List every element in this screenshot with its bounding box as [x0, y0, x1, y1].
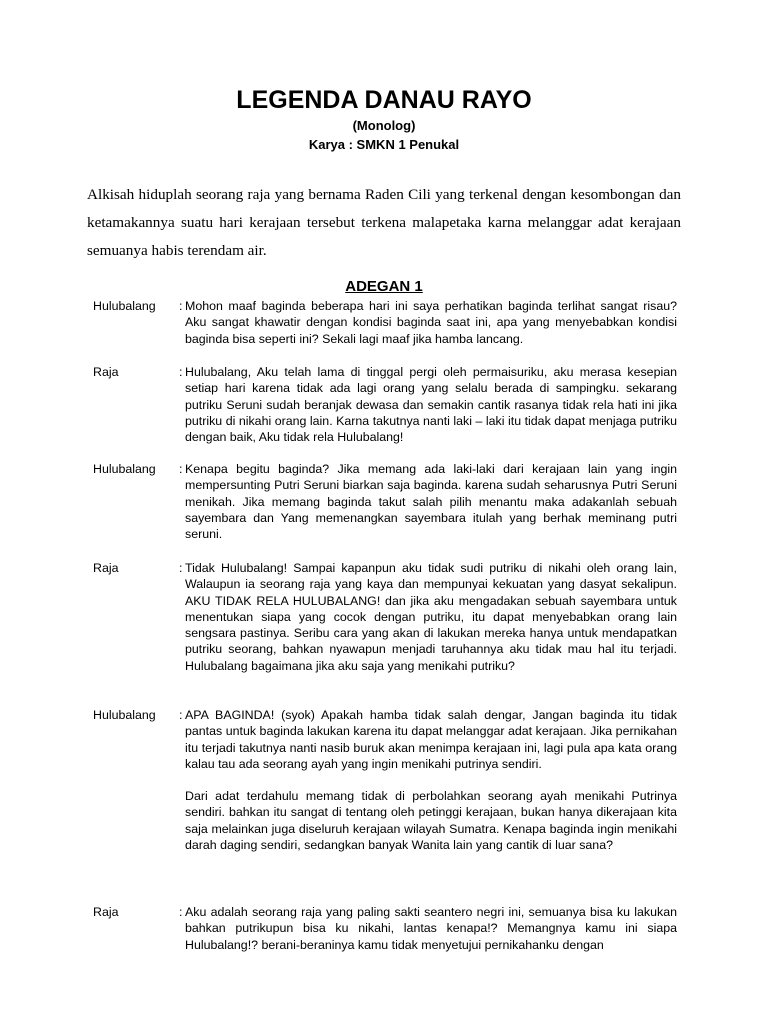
- speaker-name: Hulubalang: [93, 462, 156, 476]
- speaker-colon: :: [179, 462, 183, 476]
- speaker-colon: :: [179, 299, 183, 313]
- document-subtitle: (Monolog): [352, 118, 416, 133]
- dialogue-paragraph: Hulubalang, Aku telah lama di tinggal pergi oleh permaisuriku, aku merasa kesepian setiap hari karena tidak ada lagi orang yang selalu berada di sampingku. sekarang putriku Seruni sudah beranjak dewasa dan semakin cantik rasanya tidak rela hati ini jika putriku di nikahi orang lain. Karna takutnya nanti laki – laki itu tidak dapat menjaga putriku dengan baik, Aku tidak rela Hulubalang!: [185, 365, 677, 445]
- dialogue-entry: [93, 364, 677, 445]
- dialogue-paragraph: Tidak Hulubalang! Sampai kapanpun aku tidak sudi putriku di nikahi oleh orang lain, Walaupun ia seorang raja yang kaya dan mempunyai kekuatan yang dasyat sekalipun. AKU TIDAK RELA HULUBALANG! dan jika aku mengadakan sebuah sayembara untuk menentukan siapa yang cocok dengan putriku, itu dapat menyebabkan orang lain sengsara pastinya. Seribu cara yang akan di lakukan mereka hanya untuk mendapatkan putriku seorang, bahkan nyawapun menjadi taruhannya aku tidak mau hal itu terjadi. Hulubalang bagaimana jika aku saja yang menikahi putriku?: [185, 561, 677, 673]
- dialogue-text: [179, 904, 677, 953]
- speaker-name: Hulubalang: [93, 299, 156, 313]
- speaker-name: Hulubalang: [93, 708, 156, 722]
- dialogue-paragraph: APA BAGINDA! (syok) Apakah hamba tidak salah dengar, Jangan baginda itu tidak pantas untuk baginda lakukan karena itu dapat melanggar adat kerajaan. Jika pernikahan itu terjadi takutnya nanti nasib buruk akan menimpa kerajaan ini, lagi pula apa kata orang kalau tau ada seorang ayah yang ingin menikahi putrinya sendiri.: [185, 708, 677, 771]
- dialogue-text: [179, 461, 677, 542]
- speaker-colon: :: [179, 561, 183, 575]
- dialogue-paragraph: Kenapa begitu baginda? Jika memang ada laki-laki dari kerajaan lain yang ingin mempersunting Putri Seruni biarkan saja baginda. karena sudah seharusnya Putri Seruni menikah. Jika memang baginda takut salah pilih menantu maka adakanlah sebuah sayembara dan Yang memenangkan sayembara itulah yang berhak meminang putri seruni.: [185, 462, 677, 542]
- dialogue-paragraph: Dari adat terdahulu memang tidak di perbolahkan seorang ayah menikahi Putrinya sendiri. bahkan itu sangat di tentang oleh petinggi kerajaan, bukan hanya dikerajaan kita saja melainkan juga diseluruh kerajaan wilayah Sumatra. Kenapa baginda ingin menikahi darah daging sendiri, sedangkan banyak Wanita lain yang cantik di luar sana?: [185, 789, 677, 853]
- dialogue-entry: [93, 904, 677, 953]
- speaker-name: Raja: [93, 561, 119, 575]
- dialogue-entry: [93, 707, 677, 853]
- document-author: Karya : SMKN 1 Penukal: [308, 137, 460, 152]
- speaker-colon: :: [179, 365, 183, 379]
- dialogue-text: [179, 364, 677, 445]
- intro-paragraph: Alkisah hiduplah seorang raja yang bernama Raden Cili yang terkenal dengan kesombongan dan ketamakannya suatu hari kerajaan tersebut terkena malapetaka karna melanggar adat kerajaan semuanya habis terendam air.: [87, 186, 681, 259]
- document-title: LEGENDA DANAU RAYO: [236, 86, 532, 114]
- dialogue-paragraph: Aku adalah seorang raja yang paling sakti seantero negri ini, semuanya bisa ku lakukan bahkan putrikupun bisa ku nikahi, lantas kenapa!? Memangnya kamu ini siapa Hulubalang!? berani-beraninya kamu tidak menyetujui pernikahanku dengan: [185, 905, 677, 952]
- speaker-name: Raja: [93, 905, 119, 919]
- speaker-name: Raja: [93, 365, 119, 379]
- dialogue-entry: [93, 298, 677, 347]
- dialogue-entry: [93, 560, 677, 674]
- dialogue-paragraph: Mohon maaf baginda beberapa hari ini saya perhatikan baginda terlihat sangat risau? Aku sangat khawatir dengan kondisi baginda saat ini, apa yang menyebabkan kondisi baginda bisa seperti ini? Sekali lagi maaf jika hamba lancang.: [185, 299, 677, 346]
- dialogue-text: [179, 560, 677, 674]
- dialogue-text: [179, 298, 677, 347]
- dialogue-entry: [93, 461, 677, 542]
- scene-heading: ADEGAN 1: [345, 278, 423, 295]
- speaker-colon: :: [179, 905, 183, 919]
- speaker-colon: :: [179, 708, 183, 722]
- dialogue-text: [179, 707, 677, 853]
